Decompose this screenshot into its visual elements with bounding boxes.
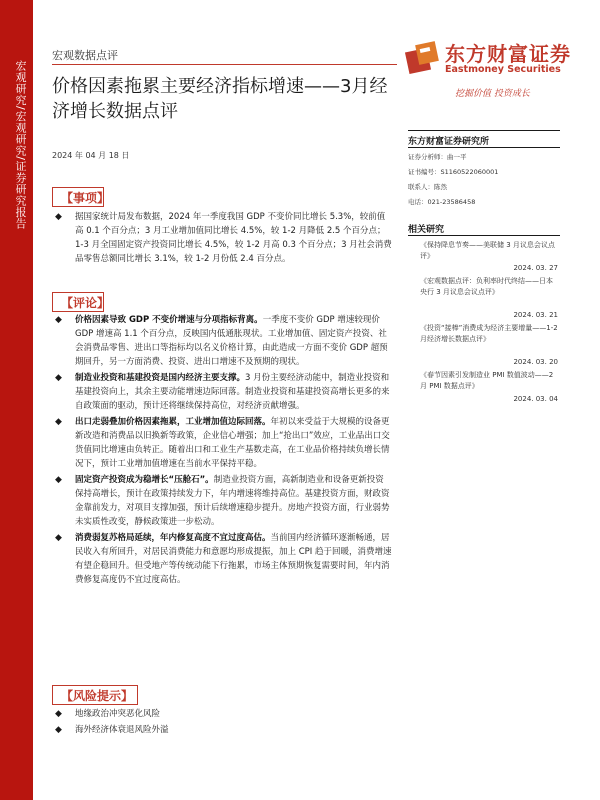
related-item-date: 2024. 03. 21 — [513, 311, 558, 319]
institution-top-line — [408, 130, 560, 131]
diamond-bullet-icon: ◆ — [55, 709, 62, 719]
list-item — [52, 371, 392, 413]
phone-row — [408, 197, 475, 206]
comments-heading: 【评论】 — [61, 296, 110, 310]
event-text: 据国家统计局发布数据，2024 年一季度我国 GDP 不变价同比增长 5.3%，较前值高 0.1 个百分点；3 月工业增加值同比增长 4.5%，较 1-2 月降低 2.5 个百分点；1-3 月全国固定资产投资同比增长 4.5%，较 1-2 月高 0.3 个百分点；3 月社会消费品零售总额同比增长 3.1%，较 1-2 月份低 2.4 百分点。 — [75, 212, 392, 264]
risks-heading: 【风险提示】 — [61, 689, 134, 703]
comment-lead: 消费弱复苏格局延续，年内修复高度不宜过度高估。 — [75, 533, 271, 543]
diamond-bullet-icon: ◆ — [55, 533, 62, 543]
phone-label: 电话： — [408, 198, 428, 206]
diamond-bullet-icon: ◆ — [55, 212, 62, 222]
cert-number: S1160522060001 — [440, 168, 499, 176]
risk-text: 地缘政治冲突恶化风险 — [75, 709, 161, 719]
events-section-box — [52, 187, 110, 207]
diamond-bullet-icon: ◆ — [55, 475, 62, 485]
list-item — [52, 473, 392, 529]
related-item-date: 2024. 03. 27 — [513, 264, 558, 272]
comment-text: 制造业投资方面，高新制造业和设备更新投资保持高增长，预计在政策持续发力下，年内增速将维持高位。基建投资方面，财政资金靠前发力，对项目支撑加强，预计后续增速稳步提升。房地产投资方面，行业弱势未实质性改变，静候政策进一步松动。 — [75, 475, 390, 527]
phone-number: 021-23586458 — [427, 198, 476, 206]
sidebar-label: 宏观研究/宏观研究/证券研究报告 — [14, 60, 27, 230]
risks-section-box — [52, 685, 138, 705]
left-sidebar — [0, 0, 33, 800]
list-item — [52, 313, 392, 369]
analyst-label: 证券分析师： — [408, 153, 447, 161]
list-item — [52, 210, 392, 266]
cert-row — [408, 167, 498, 176]
analyst-name: 曲一平 — [447, 153, 467, 161]
list-item — [52, 415, 392, 471]
brand-name-en: Eastmoney Securities — [445, 64, 561, 75]
related-item-title[interactable]: 《春节因素引发制造业 PMI 数值波动——2 月 PMI 数据点评》 — [420, 371, 554, 390]
comment-text: 3 月份主要经济动能中，制造业投资和基建投资向上，其余主要动能增速边际回落。制造业投资和基建投资高增长更多的来自政策面的驱动，预计还将继续保持高位，对经济贡献增强。 — [75, 373, 390, 411]
related-item-date: 2024. 03. 20 — [513, 358, 558, 366]
risk-text: 海外经济体衰退风险外溢 — [75, 725, 169, 735]
diamond-bullet-icon: ◆ — [55, 417, 62, 427]
related-divider — [408, 235, 560, 236]
report-date: 2024 年 04 月 18 日 — [52, 151, 130, 160]
comment-lead: 固定资产投资成为稳增长“压舱石”。 — [75, 475, 214, 485]
brand-slogan: 挖掘价值 投资成长 — [455, 89, 530, 99]
comment-lead: 制造业投资和基建投资是国内经济主要支撑。 — [75, 373, 246, 383]
contact-label: 联系人： — [408, 183, 434, 191]
comment-text: 年初以来受益于大规模的设备更新改造和消费品以旧换新等政策，企业信心增强；加上“抢出口”效应，工业品出口交货值同比增速由负转正。随着出口和工业生产基数走高，在工业品价格持续负增长情况下，预计工业增加值增速在当前水平保持平稳。 — [75, 417, 390, 469]
comments-list — [52, 313, 392, 589]
risks-list — [52, 707, 392, 739]
cert-label: 证书编号： — [408, 168, 441, 176]
list-item — [52, 531, 392, 587]
analyst-row — [408, 152, 467, 161]
eastmoney-logo-icon — [405, 40, 441, 76]
contact-name: 陈然 — [434, 183, 447, 191]
events-heading: 【事项】 — [61, 191, 110, 205]
diamond-bullet-icon: ◆ — [55, 373, 62, 383]
related-item-title[interactable]: 《投资“接棒”消费成为经济主要增量——1-2 月经济增长数据点评》 — [420, 324, 558, 343]
comments-section-box — [52, 292, 110, 312]
brand-name-cn: 东方财富证券 — [445, 42, 571, 66]
related-item-date: 2024. 03. 04 — [513, 395, 558, 403]
diamond-bullet-icon: ◆ — [55, 315, 62, 325]
list-item — [52, 723, 392, 737]
comment-text: 一季度不变价 GDP 增速较现价 GDP 增速高 1.1 个百分点，反映国内低通胀现状。工业增加值、固定资产投资、社会消费品零售、进出口等指标均以名义价格计算，由此造成一方面不变价 GDP 超预期回升，另一方面消费、投资、进出口增速不及预期的现状。 — [75, 315, 388, 367]
brand-logo — [405, 38, 571, 82]
related-heading: 相关研究 — [408, 225, 445, 235]
institution-bottom-line — [408, 147, 560, 148]
institution-name: 东方财富证券研究所 — [408, 137, 490, 147]
comment-text: 当前国内经济循环逐渐畅通，居民收入有所回升，对居民消费能力和意愿均形成提振，加上 CPI 趋于回暖，消费增速有望企稳回升。但受地产等传统动能下行拖累，市场主体预期恢复需要时间，年内消费修复高度仍不宜过度高估。 — [75, 533, 392, 585]
diamond-bullet-icon: ◆ — [55, 725, 62, 735]
comment-lead: 出口走弱叠加价格因素拖累，工业增加值边际回落。 — [75, 417, 271, 427]
header-divider — [52, 64, 397, 65]
report-category: 宏观数据点评 — [52, 49, 118, 62]
report-title: 价格因素拖累主要经济指标增速——3月经济增长数据点评 — [52, 76, 388, 122]
contact-row — [408, 182, 447, 191]
related-item-title[interactable]: 《宏观数据点评：负利率时代终结——日本央行 3 月议息会议点评》 — [420, 277, 553, 296]
related-item-title[interactable]: 《保持降息节奏——美联储 3 月议息会议点评》 — [420, 241, 555, 260]
list-item — [52, 707, 392, 721]
events-list — [52, 210, 392, 268]
comment-lead: 价格因素导致 GDP 不变价增速与分项指标背离。 — [75, 315, 263, 325]
